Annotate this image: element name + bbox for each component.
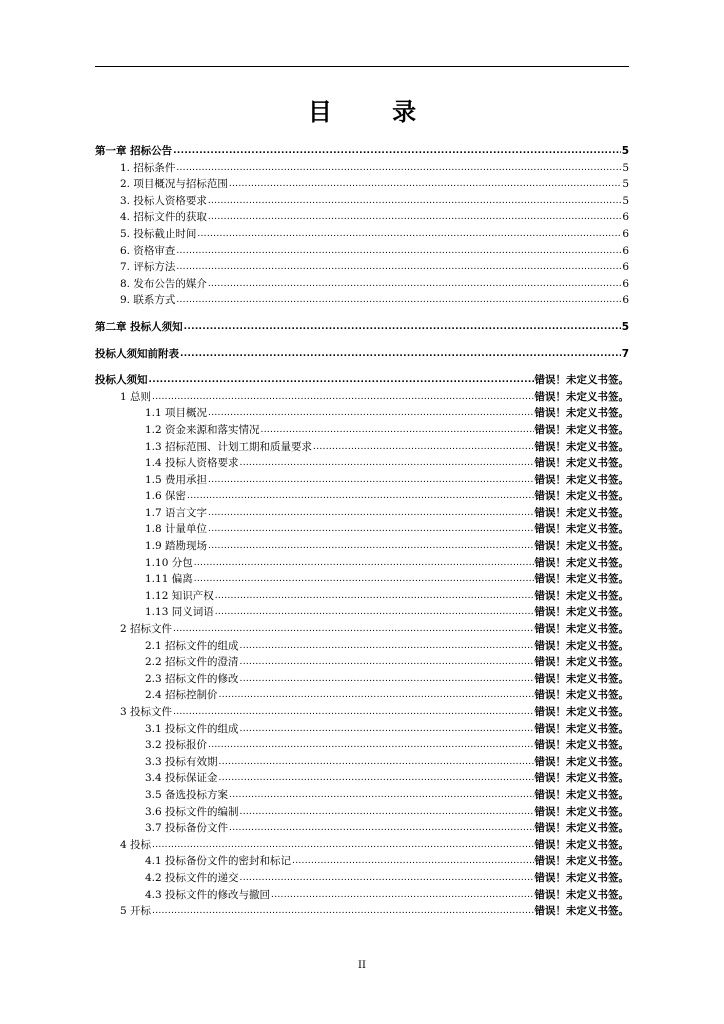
toc-entry[interactable] [95, 804, 629, 821]
toc-dot-leader [149, 371, 534, 389]
toc-dot-leader [208, 275, 621, 293]
toc-dot-leader [184, 318, 621, 336]
toc-entry-label: 1.6 保密 [145, 490, 187, 503]
toc-entry-label: 投标人须知 [95, 374, 148, 387]
toc-entry-label: 1. 招标条件 [120, 161, 176, 174]
toc-entry-label: 3. 投标人资格要求 [120, 194, 207, 207]
toc-entry-page: 5 [621, 145, 629, 157]
toc-entry[interactable] [95, 770, 629, 787]
toc-dot-leader [152, 388, 533, 406]
toc-dot-leader [240, 637, 534, 655]
toc-entry-label: 1.10 分包 [145, 556, 193, 569]
toc-entry-page: 错误！未定义书签。 [534, 689, 629, 702]
toc-entry-page: 6 [622, 261, 629, 274]
toc-entry-page: 错误！未定义书签。 [534, 473, 629, 486]
toc-entry[interactable] [95, 538, 629, 555]
toc-dot-leader [240, 454, 534, 472]
toc-entry-label: 1.13 同义词语 [145, 606, 214, 619]
toc-entry-label: 1.5 费用承担 [145, 473, 208, 486]
toc-dot-leader [187, 487, 533, 505]
toc-dot-leader [152, 902, 533, 920]
toc-entry-label: 1.1 项目概况 [145, 407, 208, 420]
toc-entry-label: 4 投标 [120, 838, 152, 851]
toc-entry-page: 错误！未定义书签。 [534, 706, 629, 718]
toc-entry[interactable] [95, 319, 629, 336]
toc-entry[interactable] [95, 604, 629, 621]
toc-dot-leader [208, 471, 533, 489]
toc-entry[interactable] [95, 243, 629, 260]
toc-entry[interactable] [95, 621, 629, 638]
toc-dot-leader [229, 175, 621, 193]
toc-entry-label: 第二章 投标人须知 [95, 320, 183, 333]
toc-entry-page: 错误！未定义书签。 [534, 390, 629, 403]
toc-entry-page: 错误！未定义书签。 [534, 623, 629, 636]
toc-entry[interactable] [95, 226, 629, 243]
toc-entry-page: 5 [622, 178, 629, 191]
toc-entry-page: 错误！未定义书签。 [534, 772, 629, 785]
toc-entry-label: 2. 项目概况与招标范围 [120, 178, 228, 191]
toc-entry[interactable] [95, 276, 629, 293]
toc-entry-label: 1.12 知识产权 [145, 589, 214, 602]
toc-entry[interactable] [95, 259, 629, 276]
toc-entry[interactable] [95, 176, 629, 193]
toc-entry-label: 8. 发布公告的媒介 [120, 277, 207, 290]
toc-entry-label: 3.7 投标备份文件 [145, 822, 229, 835]
toc-entry[interactable] [95, 870, 629, 887]
toc-entry-page: 错误！未定义书签。 [534, 838, 629, 851]
toc-dot-leader [194, 570, 534, 588]
toc-dot-leader [215, 587, 534, 605]
toc-entry-label: 1.11 偏离 [145, 573, 193, 586]
toc-entry-label: 1.3 招标范围、计划工期和质量要求 [145, 440, 313, 453]
toc-entry[interactable] [95, 820, 629, 837]
toc-entry-page: 6 [622, 227, 629, 240]
toc-entry-page: 错误！未定义书签。 [534, 606, 629, 619]
toc-dot-leader [176, 242, 621, 260]
toc-entry-page: 错误！未定义书签。 [534, 822, 629, 835]
toc-entry-label: 2.3 招标文件的修改 [145, 672, 239, 685]
toc-entry[interactable] [95, 704, 629, 721]
toc-entry-label: 1.4 投标人资格要求 [145, 457, 239, 470]
toc-entry-label: 1.8 计量单位 [145, 523, 208, 536]
toc-entry-label: 1.9 踏勘现场 [145, 540, 208, 553]
toc-entry-page: 错误！未定义书签。 [534, 506, 629, 519]
toc-title: 目 录 [307, 98, 443, 126]
toc-dot-leader [240, 720, 534, 738]
toc-entry-page: 6 [622, 277, 629, 290]
toc-dot-leader [208, 504, 533, 522]
toc-entry[interactable] [95, 193, 629, 210]
toc-entry-page: 6 [622, 244, 629, 257]
toc-dot-leader [180, 345, 621, 363]
toc-entry-label: 4.3 投标文件的修改与撤回 [145, 888, 271, 901]
toc-entry-label: 1.7 语言文字 [145, 506, 208, 519]
toc-entry-label: 2.2 招标文件的澄清 [145, 656, 239, 669]
toc-entry-page: 错误！未定义书签。 [534, 788, 629, 801]
toc-entry[interactable] [95, 405, 629, 422]
toc-entry-label: 投标人须知前附表 [95, 347, 179, 360]
toc-entry-page: 5 [621, 320, 629, 333]
toc-entry-page: 7 [621, 347, 629, 360]
toc-entry-page: 错误！未定义书签。 [534, 855, 629, 868]
toc-dot-leader [208, 404, 533, 422]
toc-dot-leader [208, 537, 533, 555]
toc-entry-page: 错误！未定义书签。 [534, 540, 629, 553]
toc-entry-page: 错误！未定义书签。 [534, 739, 629, 752]
toc-entry-page: 错误！未定义书签。 [534, 888, 629, 901]
toc-entry-label: 9. 联系方式 [120, 294, 176, 307]
toc-entry-label: 3 投标文件 [120, 706, 173, 718]
toc-entry-page: 错误！未定义书签。 [534, 407, 629, 420]
toc-entry-label: 5. 投标截止时间 [120, 227, 197, 240]
toc-entry-label: 3.1 投标文件的组成 [145, 722, 239, 735]
toc-dot-leader [173, 620, 533, 638]
toc-entry-label: 4.2 投标文件的递交 [145, 871, 239, 884]
toc-entry-label: 第一章 招标公告 [95, 145, 173, 157]
toc-entry[interactable] [95, 292, 629, 309]
toc-entry[interactable] [95, 654, 629, 671]
toc-entry[interactable] [95, 787, 629, 804]
toc-entry-page: 6 [622, 294, 629, 307]
toc-entry-label: 6. 资格审查 [120, 244, 176, 257]
toc-entry-page: 错误！未定义书签。 [534, 440, 629, 453]
toc-entry[interactable] [95, 521, 629, 538]
toc-dot-leader [229, 786, 533, 804]
toc-entry-label: 2.4 招标控制价 [145, 689, 218, 702]
toc-entry-page: 错误！未定义书签。 [534, 374, 629, 387]
toc-entry-page: 错误！未定义书签。 [534, 457, 629, 470]
toc-entry[interactable] [95, 143, 629, 160]
toc-dot-leader [208, 736, 533, 754]
toc-dot-leader [152, 836, 533, 854]
toc-entry[interactable] [95, 346, 629, 363]
toc-entry[interactable] [95, 903, 629, 920]
toc-entry-page: 错误！未定义书签。 [534, 423, 629, 436]
toc-entry-page: 错误！未定义书签。 [534, 905, 629, 918]
toc-dot-leader [215, 603, 534, 621]
toc-dot-leader [240, 803, 534, 821]
toc-dot-leader [208, 520, 533, 538]
toc-dot-leader [208, 208, 621, 226]
toc-entry-page: 错误！未定义书签。 [534, 490, 629, 503]
toc-entry[interactable] [95, 372, 629, 389]
toc-dot-leader [219, 686, 534, 704]
toc-entry[interactable] [95, 505, 629, 522]
toc-entry-page: 错误！未定义书签。 [534, 805, 629, 818]
toc-dot-leader [173, 142, 621, 160]
toc-entry-page: 错误！未定义书签。 [534, 523, 629, 536]
toc-entry-page: 错误！未定义书签。 [534, 871, 629, 884]
toc-dot-leader [219, 753, 534, 771]
toc-entry-label: 3.5 备选投标方案 [145, 788, 229, 801]
table-of-contents [95, 143, 629, 920]
toc-dot-leader [197, 225, 621, 243]
toc-entry[interactable] [95, 837, 629, 854]
toc-dot-leader [229, 819, 533, 837]
toc-entry-page: 错误！未定义书签。 [534, 589, 629, 602]
toc-dot-leader [261, 421, 534, 439]
toc-entry[interactable] [95, 638, 629, 655]
toc-entry-label: 1.2 资金来源和落实情况 [145, 423, 260, 436]
toc-entry-label: 4.1 投标备份文件的密封和标记 [145, 855, 292, 868]
toc-dot-leader [240, 653, 534, 671]
toc-entry[interactable] [95, 439, 629, 456]
toc-dot-leader [271, 886, 533, 904]
toc-entry-label: 3.2 投标报价 [145, 739, 208, 752]
toc-dot-leader [292, 852, 533, 870]
toc-entry-label: 2.1 招标文件的组成 [145, 639, 239, 652]
toc-entry[interactable] [95, 488, 629, 505]
toc-dot-leader [176, 258, 621, 276]
toc-dot-leader [313, 438, 533, 456]
toc-entry[interactable] [95, 853, 629, 870]
toc-entry-label: 3.4 投标保证金 [145, 772, 218, 785]
toc-entry-page: 错误！未定义书签。 [534, 639, 629, 652]
toc-entry[interactable] [95, 721, 629, 738]
toc-entry[interactable] [95, 209, 629, 226]
toc-entry[interactable] [95, 754, 629, 771]
toc-dot-leader [240, 670, 534, 688]
toc-entry-page: 5 [622, 161, 629, 174]
toc-entry-page: 错误！未定义书签。 [534, 556, 629, 569]
toc-dot-leader [176, 159, 621, 177]
toc-entry[interactable] [95, 588, 629, 605]
toc-entry[interactable] [95, 472, 629, 489]
toc-entry[interactable] [95, 671, 629, 688]
toc-dot-leader [208, 192, 621, 210]
toc-entry-page: 6 [622, 211, 629, 224]
toc-dot-leader [173, 703, 533, 721]
toc-entry-label: 7. 评标方法 [120, 261, 176, 274]
toc-entry[interactable] [95, 737, 629, 754]
toc-dot-leader [176, 291, 621, 309]
toc-entry[interactable] [95, 555, 629, 572]
toc-entry[interactable] [95, 687, 629, 704]
toc-entry-label: 5 开标 [120, 905, 152, 918]
toc-entry-label: 2 招标文件 [120, 623, 173, 636]
toc-dot-leader [240, 869, 534, 887]
toc-entry[interactable] [95, 422, 629, 439]
toc-dot-leader [219, 769, 534, 787]
toc-entry[interactable] [95, 887, 629, 904]
header-rule [95, 66, 629, 67]
toc-entry-label: 3.6 投标文件的编制 [145, 805, 239, 818]
toc-entry-page: 错误！未定义书签。 [534, 672, 629, 685]
toc-entry[interactable] [95, 571, 629, 588]
toc-entry-page: 错误！未定义书签。 [534, 656, 629, 669]
toc-entry-page: 错误！未定义书签。 [534, 573, 629, 586]
toc-entry-page: 5 [622, 194, 629, 207]
toc-entry-label: 3.3 投标有效期 [145, 755, 218, 768]
toc-entry-label: 1 总则 [120, 390, 152, 403]
toc-entry-page: 错误！未定义书签。 [534, 755, 629, 768]
page-number: II [358, 960, 366, 971]
toc-entry-label: 4. 招标文件的获取 [120, 211, 207, 224]
toc-entry[interactable] [95, 389, 629, 406]
toc-entry[interactable] [95, 455, 629, 472]
toc-dot-leader [194, 554, 534, 572]
toc-entry[interactable] [95, 160, 629, 177]
toc-entry-page: 错误！未定义书签。 [534, 722, 629, 735]
